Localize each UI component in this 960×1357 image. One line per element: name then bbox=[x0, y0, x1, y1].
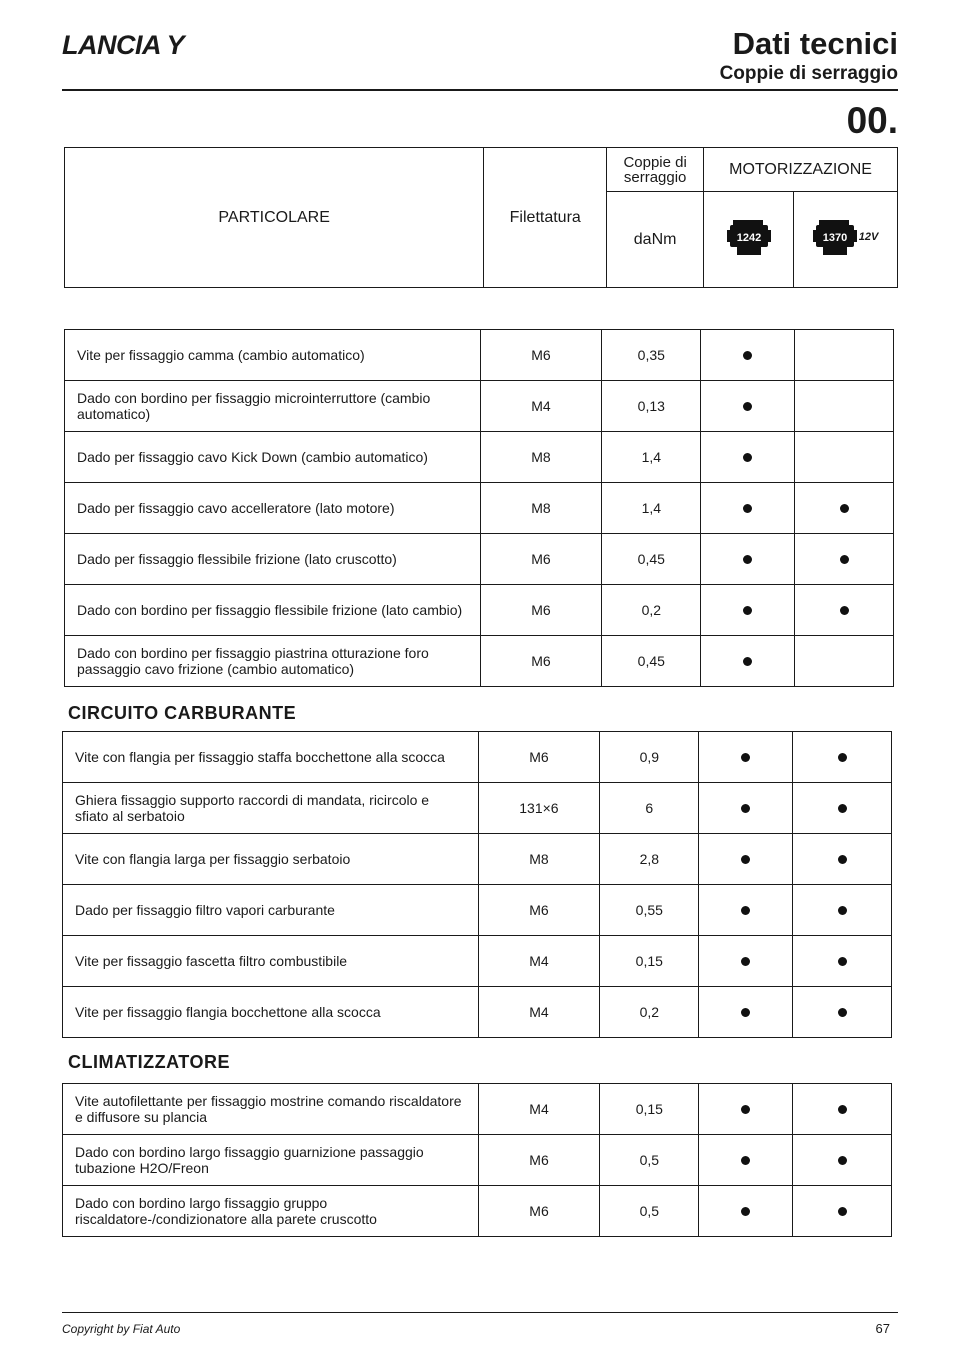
engine-1370-mark bbox=[795, 483, 894, 534]
torque-table-fuel bbox=[62, 731, 892, 1038]
engine-1370-mark bbox=[795, 330, 894, 381]
applicable-dot-icon bbox=[741, 753, 750, 762]
applicable-dot-icon bbox=[741, 1105, 750, 1114]
part-description: Dado per fissaggio flessibile frizione (lato cruscotto) bbox=[65, 534, 481, 585]
header-engine-1242 bbox=[704, 192, 794, 288]
header-table bbox=[64, 147, 898, 288]
table-row bbox=[63, 1186, 892, 1237]
thread-size: M8 bbox=[480, 483, 602, 534]
torque-value: 0,55 bbox=[600, 885, 699, 936]
applicable-dot-icon bbox=[838, 855, 847, 864]
thread-size: M8 bbox=[478, 834, 600, 885]
copyright-text: Copyright by Fiat Auto bbox=[62, 1322, 181, 1336]
engine-1370-mark bbox=[795, 534, 894, 585]
torque-value: 6 bbox=[600, 783, 699, 834]
part-description: Dado con bordino per fissaggio piastrina otturazione foro passaggio cavo frizione (cambio automatico) bbox=[65, 636, 481, 687]
header-engine-1370 bbox=[794, 192, 898, 288]
thread-size: M4 bbox=[478, 1084, 600, 1135]
applicable-dot-icon bbox=[741, 804, 750, 813]
part-description: Vite con flangia larga per fissaggio serbatoio bbox=[63, 834, 479, 885]
applicable-dot-icon bbox=[743, 657, 752, 666]
engine-1242-mark bbox=[701, 381, 795, 432]
engine-1242-mark bbox=[699, 732, 793, 783]
engine-1370-mark bbox=[793, 783, 892, 834]
engine-1242-mark bbox=[701, 330, 795, 381]
engine-1370-mark bbox=[795, 381, 894, 432]
thread-size: M6 bbox=[480, 330, 602, 381]
thread-size: M4 bbox=[478, 936, 600, 987]
torque-value: 0,5 bbox=[600, 1135, 699, 1186]
applicable-dot-icon bbox=[840, 504, 849, 513]
engine-1370-mark bbox=[793, 885, 892, 936]
footer-rule bbox=[62, 1312, 898, 1313]
part-description: Dado per fissaggio cavo Kick Down (cambio automatico) bbox=[65, 432, 481, 483]
table-row bbox=[63, 783, 892, 834]
engine-1370-mark bbox=[793, 1084, 892, 1135]
engine-1370-mark bbox=[793, 1186, 892, 1237]
applicable-dot-icon bbox=[838, 753, 847, 762]
applicable-dot-icon bbox=[838, 1008, 847, 1017]
engine-1242-mark bbox=[701, 534, 795, 585]
engine-1370-mark bbox=[793, 987, 892, 1038]
applicable-dot-icon bbox=[838, 906, 847, 915]
page-title: Dati tecnici bbox=[732, 26, 898, 61]
engine-1370-mark bbox=[793, 834, 892, 885]
engine-1242-mark bbox=[701, 483, 795, 534]
engine-1370-mark bbox=[795, 636, 894, 687]
header-unit: daNm bbox=[607, 192, 704, 288]
part-description: Dado con bordino largo fissaggio gruppo riscaldatore-/condizionatore alla parete cruscotto bbox=[63, 1186, 479, 1237]
engine-1242-mark bbox=[699, 1135, 793, 1186]
thread-size: M8 bbox=[480, 432, 602, 483]
engine-1242-icon bbox=[727, 216, 771, 258]
engine-1242-mark bbox=[701, 432, 795, 483]
torque-value: 0,2 bbox=[600, 987, 699, 1038]
torque-value: 1,4 bbox=[602, 483, 701, 534]
thread-size: M6 bbox=[478, 732, 600, 783]
table-row bbox=[65, 585, 894, 636]
applicable-dot-icon bbox=[743, 555, 752, 564]
thread-size: M6 bbox=[480, 534, 602, 585]
engine-1370-icon bbox=[813, 216, 879, 258]
thread-size: M4 bbox=[480, 381, 602, 432]
thread-size: M6 bbox=[480, 585, 602, 636]
engine-1242-mark bbox=[701, 636, 795, 687]
table-row bbox=[65, 483, 894, 534]
part-description: Vite per fissaggio fascetta filtro combustibile bbox=[63, 936, 479, 987]
applicable-dot-icon bbox=[741, 906, 750, 915]
page-subtitle: Coppie di serraggio bbox=[719, 63, 898, 84]
part-description: Vite autofilettante per fissaggio mostrine comando riscaldatore e diffusore su plancia bbox=[63, 1084, 479, 1135]
torque-value: 0,5 bbox=[600, 1186, 699, 1237]
section-heading-fuel: CIRCUITO CARBURANTE bbox=[68, 703, 297, 723]
engine-1242-mark bbox=[699, 1186, 793, 1237]
applicable-dot-icon bbox=[741, 957, 750, 966]
thread-size: M6 bbox=[478, 885, 600, 936]
table-row bbox=[63, 732, 892, 783]
part-description: Dado con bordino per fissaggio flessibile frizione (lato cambio) bbox=[65, 585, 481, 636]
torque-value: 0,45 bbox=[602, 636, 701, 687]
torque-value: 0,9 bbox=[600, 732, 699, 783]
applicable-dot-icon bbox=[741, 1207, 750, 1216]
engine-1242-mark bbox=[699, 936, 793, 987]
engine-1242-mark bbox=[699, 1084, 793, 1135]
engine-1370-mark bbox=[793, 936, 892, 987]
header-part: PARTICOLARE bbox=[65, 148, 484, 288]
table-row bbox=[65, 534, 894, 585]
torque-value: 2,8 bbox=[600, 834, 699, 885]
applicable-dot-icon bbox=[743, 351, 752, 360]
table-row bbox=[65, 381, 894, 432]
torque-value: 0,2 bbox=[602, 585, 701, 636]
thread-size: M6 bbox=[478, 1186, 600, 1237]
table-row bbox=[63, 885, 892, 936]
table-row bbox=[65, 636, 894, 687]
engine-1242-mark bbox=[701, 585, 795, 636]
thread-size: M6 bbox=[478, 1135, 600, 1186]
thread-size: 131×6 bbox=[478, 783, 600, 834]
engine-1242-label: 1242 bbox=[736, 232, 761, 244]
header-thread: Filettatura bbox=[484, 148, 607, 288]
part-description: Vite per fissaggio flangia bocchettone alla scocca bbox=[63, 987, 479, 1038]
engine-1242-mark bbox=[699, 987, 793, 1038]
table-row bbox=[63, 1135, 892, 1186]
header-engines: MOTORIZZAZIONE bbox=[704, 148, 898, 192]
section-heading-clima: CLIMATIZZATORE bbox=[68, 1052, 230, 1072]
torque-table-general bbox=[64, 329, 894, 687]
applicable-dot-icon bbox=[743, 402, 752, 411]
torque-value: 0,35 bbox=[602, 330, 701, 381]
part-description: Vite per fissaggio camma (cambio automatico) bbox=[65, 330, 481, 381]
applicable-dot-icon bbox=[840, 555, 849, 564]
applicable-dot-icon bbox=[838, 804, 847, 813]
torque-value: 0,15 bbox=[600, 936, 699, 987]
page-number: 67 bbox=[875, 1321, 890, 1336]
engine-1370-mark bbox=[795, 585, 894, 636]
thread-size: M4 bbox=[478, 987, 600, 1038]
table-row bbox=[65, 330, 894, 381]
part-description: Dado con bordino largo fissaggio guarnizione passaggio tubazione H2O/Freon bbox=[63, 1135, 479, 1186]
engine-1370-mark bbox=[793, 732, 892, 783]
header-torque: Coppie di serraggio bbox=[607, 148, 704, 192]
engine-1370-label: 1370 bbox=[822, 232, 847, 244]
part-description: Dado per fissaggio filtro vapori carburante bbox=[63, 885, 479, 936]
torque-value: 0,15 bbox=[600, 1084, 699, 1135]
table-row bbox=[63, 987, 892, 1038]
applicable-dot-icon bbox=[840, 606, 849, 615]
engine-1370-mark bbox=[793, 1135, 892, 1186]
applicable-dot-icon bbox=[838, 1105, 847, 1114]
table-row bbox=[65, 432, 894, 483]
applicable-dot-icon bbox=[743, 453, 752, 462]
applicable-dot-icon bbox=[741, 1156, 750, 1165]
torque-table-clima bbox=[62, 1083, 892, 1237]
engine-1242-mark bbox=[699, 885, 793, 936]
applicable-dot-icon bbox=[743, 504, 752, 513]
table-row bbox=[63, 936, 892, 987]
section-number: 00. bbox=[846, 100, 898, 141]
applicable-dot-icon bbox=[741, 1008, 750, 1017]
applicable-dot-icon bbox=[838, 1156, 847, 1165]
table-row bbox=[63, 1084, 892, 1135]
thread-size: M6 bbox=[480, 636, 602, 687]
part-description: Dado per fissaggio cavo accelleratore (lato motore) bbox=[65, 483, 481, 534]
torque-value: 0,45 bbox=[602, 534, 701, 585]
torque-value: 1,4 bbox=[602, 432, 701, 483]
engine-1242-mark bbox=[699, 834, 793, 885]
brand-title: LANCIA Y bbox=[62, 30, 185, 60]
table-row bbox=[63, 834, 892, 885]
torque-value: 0,13 bbox=[602, 381, 701, 432]
engine-1370-mark bbox=[795, 432, 894, 483]
header-rule bbox=[62, 89, 898, 91]
applicable-dot-icon bbox=[741, 855, 750, 864]
part-description: Vite con flangia per fissaggio staffa bocchettone alla scocca bbox=[63, 732, 479, 783]
applicable-dot-icon bbox=[838, 1207, 847, 1216]
part-description: Dado con bordino per fissaggio microinterruttore (cambio automatico) bbox=[65, 381, 481, 432]
part-description: Ghiera fissaggio supporto raccordi di mandata, ricircolo e sfiato al serbatoio bbox=[63, 783, 479, 834]
engine-1242-mark bbox=[699, 783, 793, 834]
applicable-dot-icon bbox=[838, 957, 847, 966]
engine-1370-suffix: 12V bbox=[858, 231, 879, 243]
applicable-dot-icon bbox=[743, 606, 752, 615]
